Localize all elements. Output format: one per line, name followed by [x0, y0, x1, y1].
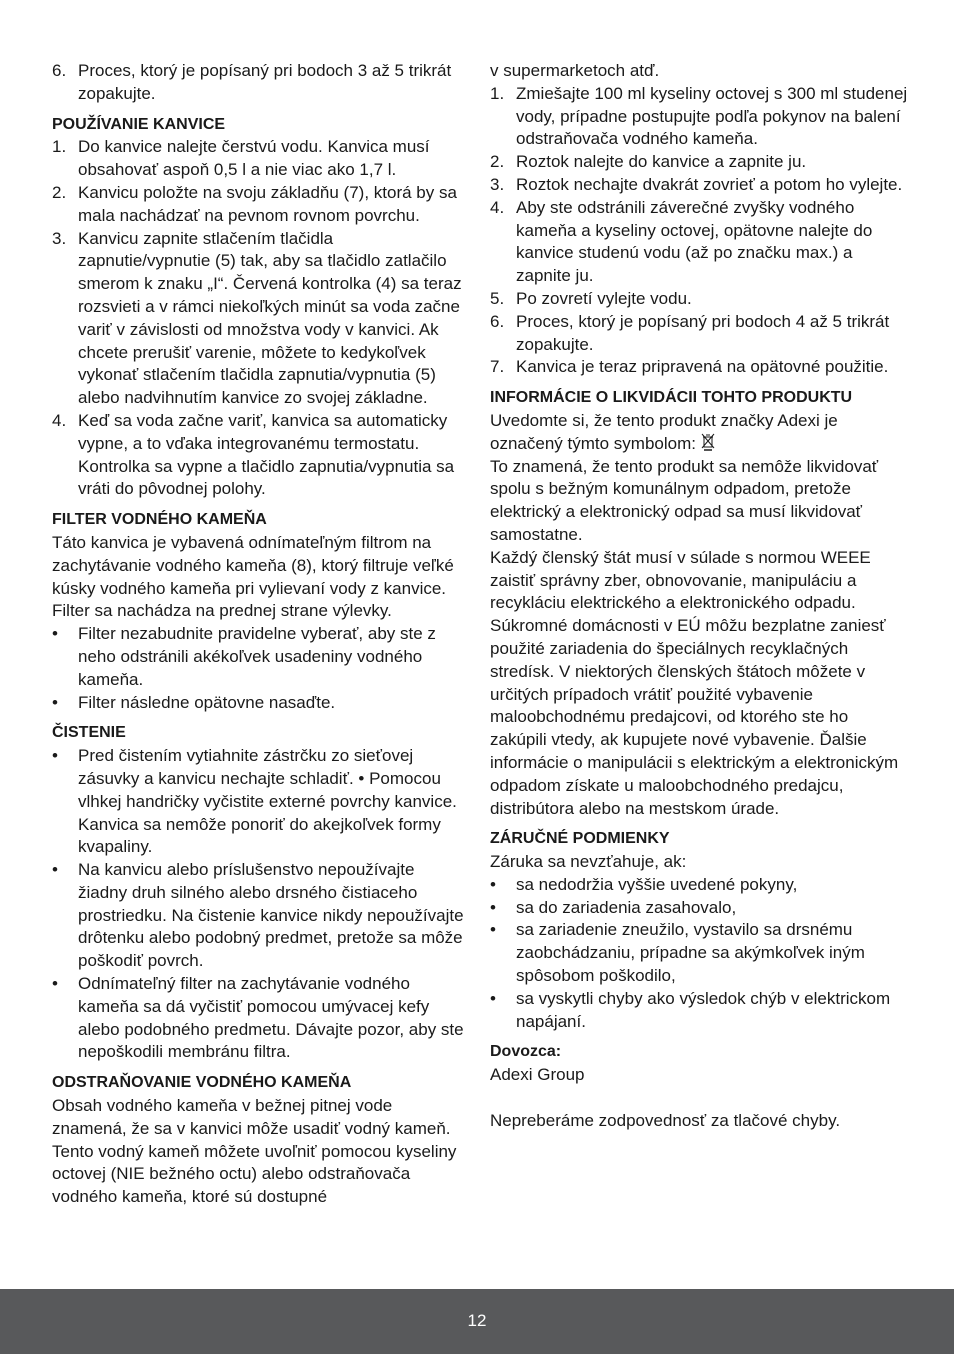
list-item [52, 692, 468, 715]
list-item-text: Pred čistením vytiahnite zástrčku zo sieťovej zásuvky a kanvicu nechajte schladiť. • Pomocou vlhkej handričky vyčistite externé povrchy kanvice. Kanvica sa nemôže ponoriť do akejkoľvek formy kvapaliny. [78, 746, 457, 857]
left-column [52, 60, 468, 1209]
list-item-text: Zmiešajte 100 ml kyseliny octovej s 300 ml studenej vody, prípadne postupujte podľa pokynov na balení odstraňovača vodného kameňa. [516, 83, 908, 149]
list-item [490, 356, 908, 379]
footer-bar [0, 1289, 954, 1354]
list-marker: 3. [52, 228, 67, 248]
list-marker: 4. [52, 410, 67, 430]
list-item [490, 988, 908, 1034]
list-item [490, 288, 908, 311]
list-item-text: Keď sa voda začne variť, kanvica sa automaticky vypne, a to vďaka integrovanému termostatu. Kontrolka sa vypne a tlačidlo zapnutia/vypnutia sa vráti do pôvodnej polohy. [78, 410, 455, 499]
list-item-text: Odnímateľný filter na zachytávanie vodného kameňa sa dá vyčistiť pomocou umývacej kefy alebo podobného predmetu. Dávajte pozor, aby ste nepoškodili membránu filtra. [78, 974, 464, 1062]
section-heading-limescale-filter: FILTER VODNÉHO KAMEŇA [52, 511, 267, 529]
paragraph-continuation: v supermarketoch atď. [490, 61, 660, 80]
list-item [490, 919, 908, 987]
list-marker: • [490, 874, 496, 894]
list-item [52, 228, 468, 410]
disclaimer: Nepreberáme zodpovednosť za tlačové chyby. [490, 1110, 841, 1130]
list-item-text: Aby ste odstránili záverečné zvyšky vodného kameňa a kyseliny octovej, opätovne nalejte do kanvice studenú vodu (až po značku max.) a zapnite ju. [516, 197, 873, 286]
list-item [52, 973, 468, 1064]
list-item [52, 859, 468, 973]
list-marker: 6. [490, 311, 505, 331]
list-marker: 4. [490, 197, 505, 217]
list-item [490, 311, 908, 357]
list-item-text: Roztok nechajte dvakrát zovrieť a potom ho vylejte. [516, 174, 903, 194]
list-marker: • [490, 920, 496, 940]
list-item-text: Do kanvice nalejte čerstvú vodu. Kanvica musí obsahovať aspoň 0,5 l a nie viac ako 1,7 l. [78, 137, 430, 180]
list-item-text: sa do zariadenia zasahovalo, [516, 897, 737, 917]
list-item-text: sa vyskytli chyby ako výsledok chýb v elektrickom napájaní. [516, 988, 891, 1031]
list-marker: • [52, 692, 58, 712]
list-item [490, 151, 908, 174]
list-item [52, 60, 468, 106]
list-marker: • [52, 860, 58, 880]
list-item [52, 410, 468, 501]
list-item [52, 136, 468, 182]
list-item [490, 174, 908, 197]
list-item-text: Kanvicu zapnite stlačením tlačidla zapnutie/vypnutie (5) tak, aby sa tlačidlo zatlačilo smerom k znaku „I“. Červená kontrolka (4) sa teraz rozsvieti a v rámci niekoľkých minút sa voda začne variť v závislosti od množstva vody v kanvici. Ak chcete prerušiť varenie, môžete to kedykoľvek vykonať stlačením tlačidla zapnutia/vypnutia (5) alebo nadvihnutím kanvice zo svojej základne. [78, 228, 462, 408]
list-item [490, 897, 908, 920]
list-marker: 1. [490, 83, 505, 103]
paragraph: Každý členský štát musí v súlade s normou WEEE zaistiť správny zber, obnovovanie, manipuláciu a recykláciu elektrického a elektronického odpadu. Súkromné domácnosti v EÚ môžu bezplatne zaniesť použité zariadenia do špeciálnych recyklačných stredísk. V niektorých členských štátoch môžete v určitých prípadoch vrátiť použité vybavenie maloobchodnému predajcovi, od ktorého ste ho zakúpili vtedy, ak kupujete nové vybavenie. Ďalšie informácie o manipulácii s elektrickým a elektronickým odpadom získate u maloobchodného predajcu, distribútora alebo na mestskom úrade. [490, 547, 899, 818]
paragraph: Táto kanvica je vybavená odnímateľným filtrom na zachytávanie vodného kameňa (8), ktorý filtruje veľké kúsky vodného kameňa pri vylievaní vody z kanvice. Filter sa nachádza na prednej strane výlevky. [52, 532, 454, 621]
list-item-text: Filter nezabudnite pravidelne vyberať, aby ste z neho odstránili akékoľvek usadeniny vodného kameňa. [78, 624, 436, 689]
disposal-intro-text: Uvedomte si, že tento produkt značky Adexi je označený týmto symbolom: [490, 410, 838, 453]
list-marker: • [52, 974, 58, 994]
paragraph [490, 410, 908, 456]
list-marker: 1. [52, 137, 67, 157]
list-item [490, 197, 908, 288]
list-item-text: sa nedodržia vyššie uvedené pokyny, [516, 874, 798, 894]
importer-label: Dovozca: [490, 1043, 562, 1061]
importer-name: Adexi Group [490, 1065, 585, 1085]
list-item-text: Roztok nalejte do kanvice a zapnite ju. [516, 152, 807, 172]
list-item-text: Po zovretí vylejte vodu. [516, 288, 692, 308]
section-heading-descaling: ODSTRAŇOVANIE VODNÉHO KAMEŇA [52, 1074, 352, 1092]
paragraph: Záruka sa nevzťahuje, ak: [490, 852, 687, 872]
list-item-text: Na kanvicu alebo príslušenstvo nepoužívajte žiadny druh silného alebo drsného čistiaceho prostriedku. Na čistenie kanvice nikdy nepoužívajte drôtenku alebo podobný predmet, pretože sa môže poškodiť povrch. [78, 860, 464, 971]
section-heading-cleaning: ČISTENIE [52, 724, 126, 742]
list-item-text: sa zariadenie zneužilo, vystavilo sa drsnému zaobchádzaniu, prípadne sa akýmkoľvek iným spôsobom poškodilo, [516, 920, 865, 986]
list-item-text: Kanvicu položte na svoju základňu (7), ktorá by sa mala nachádzať na pevnom rovnom povrchu. [78, 182, 457, 225]
list-item-text: Kanvica je teraz pripravená na opätovné použitie. [516, 357, 889, 377]
list-item-text: Proces, ktorý je popísaný pri bodoch 3 až 5 trikrát zopakujte. [78, 61, 452, 103]
list-item [52, 182, 468, 228]
right-column [490, 60, 908, 1133]
page-number: 12 [467, 1311, 487, 1331]
list-item [52, 623, 468, 691]
list-marker: • [490, 988, 496, 1008]
paragraph: Obsah vodného kameňa v bežnej pitnej vode znamená, že sa v kanvici môže usadiť vodný kameň. Tento vodný kameň môžete uvoľniť pomocou kyseliny octovej (NIE bežného octu) alebo odstraňovača vodného kameňa, ktoré sú dostupné [52, 1096, 457, 1207]
section-heading-disposal: INFORMÁCIE O LIKVIDÁCII TOHTO PRODUKTU [490, 389, 853, 407]
list-marker: 2. [52, 182, 67, 202]
list-item [490, 83, 908, 151]
list-marker: • [490, 897, 496, 917]
list-marker: • [52, 746, 58, 766]
list-marker: 7. [490, 357, 505, 377]
list-item-text: Filter následne opätovne nasaďte. [78, 692, 336, 712]
spacer [490, 1087, 908, 1110]
list-item [52, 745, 468, 859]
section-heading-using-kettle: POUŽÍVANIE KANVICE [52, 115, 226, 133]
crossed-out-wheelie-bin-icon [701, 433, 715, 451]
list-item-text: Proces, ktorý je popísaný pri bodoch 4 až 5 trikrát zopakujte. [516, 311, 890, 354]
list-marker: • [52, 624, 58, 644]
list-marker: 5. [490, 288, 505, 308]
list-marker: 3. [490, 174, 505, 194]
list-item [490, 874, 908, 897]
list-marker: 6. [52, 61, 67, 80]
section-heading-warranty: ZÁRUČNÉ PODMIENKY [490, 830, 670, 848]
paragraph: To znamená, že tento produkt sa nemôže likvidovať spolu s bežným komunálnym odpadom, pretože elektrický a elektronický odpad sa musí likvidovať samostatne. [490, 456, 879, 544]
list-marker: 2. [490, 152, 505, 172]
